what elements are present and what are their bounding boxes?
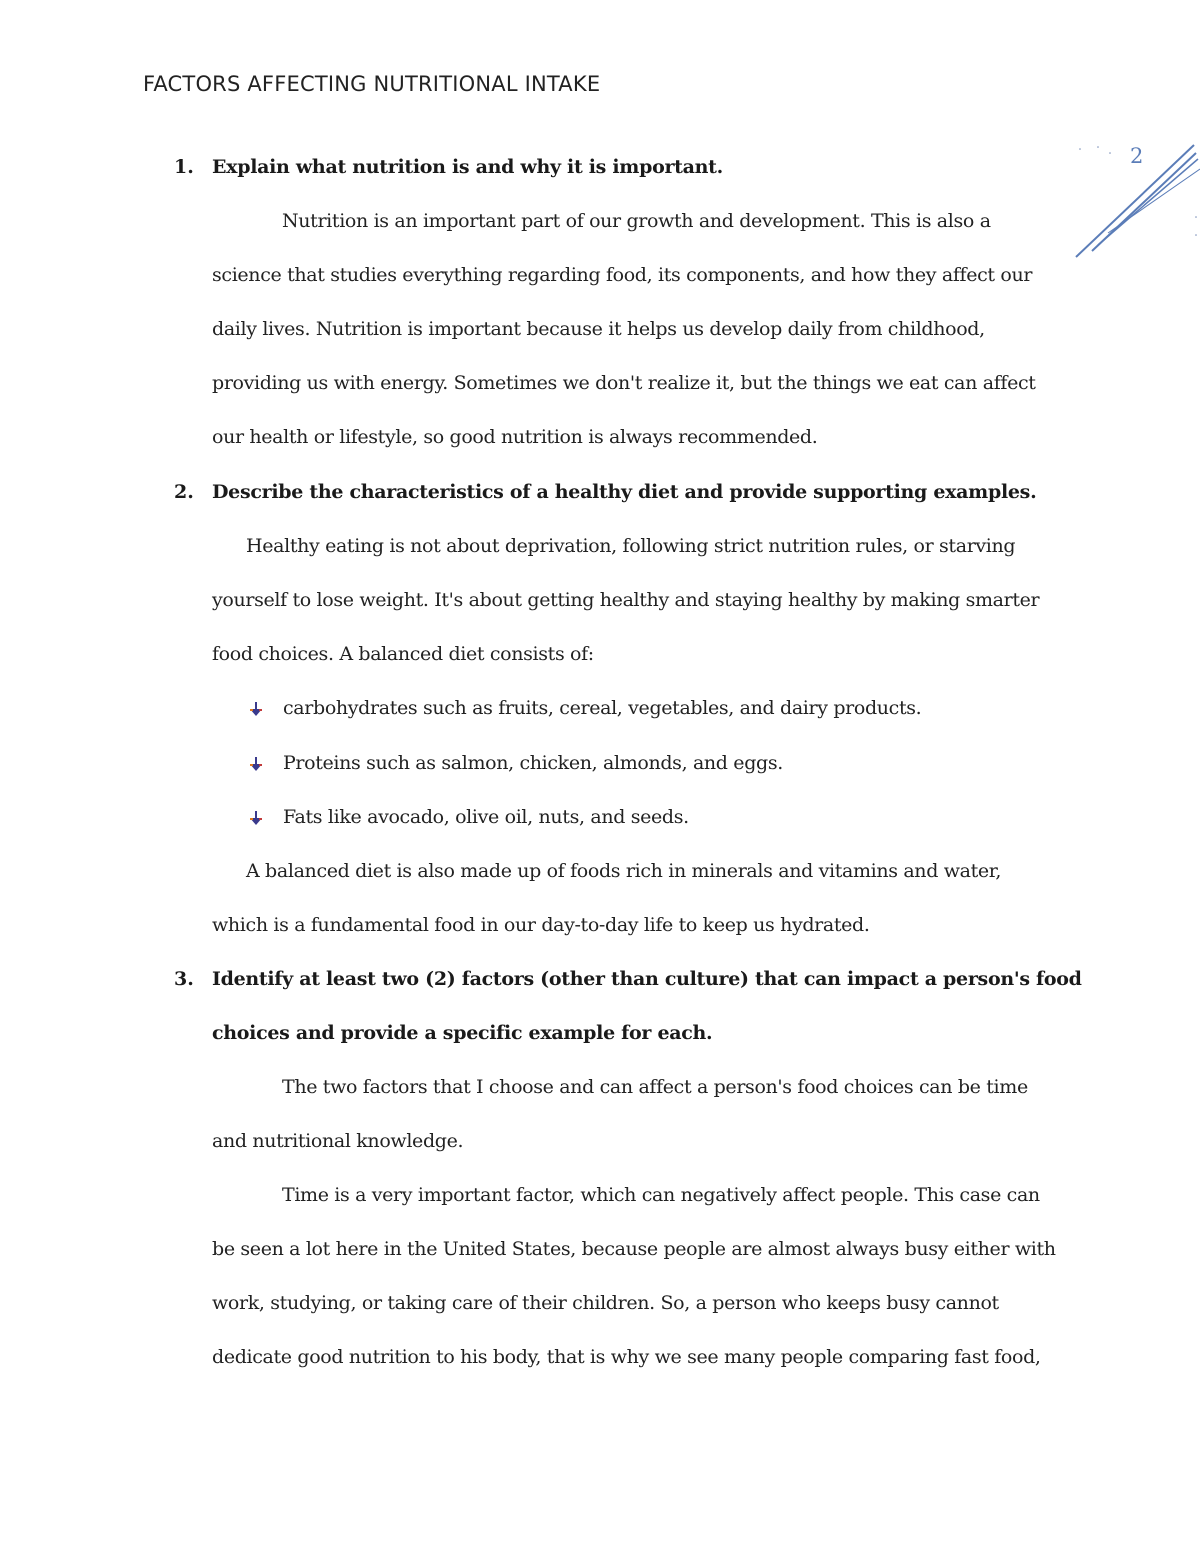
paragraph-line: Nutrition is an important part of our growth and development. This is also a	[282, 210, 991, 232]
paragraph-line: Time is a very important factor, which can negatively affect people. This case can	[282, 1184, 1040, 1206]
question-3-heading-line: choices and provide a specific example for each.	[212, 1022, 713, 1044]
paragraph-line: work, studying, or taking care of their children. So, a person who keeps busy cannot	[212, 1292, 999, 1314]
paragraph-line: be seen a lot here in the United States, because people are almost always busy either with	[212, 1238, 1056, 1260]
paragraph-line: which is a fundamental food in our day-to-day life to keep us hydrated.	[212, 914, 870, 936]
question-2-heading: Describe the characteristics of a healthy diet and provide supporting examples.	[212, 481, 1037, 503]
paragraph-line: dedicate good nutrition to his body, that is why we see many people comparing fast food,	[212, 1346, 1041, 1368]
paragraph-line: and nutritional knowledge.	[212, 1130, 464, 1152]
arrow-down-bullet-icon	[248, 756, 264, 772]
question-number-2: 2.	[174, 481, 194, 503]
arrow-down-bullet-icon	[248, 810, 264, 826]
paragraph-line: food choices. A balanced diet consists of:	[212, 643, 594, 665]
bullet-item: Proteins such as salmon, chicken, almonds, and eggs.	[283, 752, 783, 774]
paragraph-line: yourself to lose weight. It's about getting healthy and staying healthy by making smarter	[212, 589, 1040, 611]
arrow-down-bullet-icon	[248, 701, 264, 717]
document-header-title: FACTORS AFFECTING NUTRITIONAL INTAKE	[143, 72, 601, 96]
bullet-item: Fats like avocado, olive oil, nuts, and seeds.	[283, 806, 689, 828]
question-1-heading: Explain what nutrition is and why it is important.	[212, 156, 723, 178]
bullet-item: carbohydrates such as fruits, cereal, vegetables, and dairy products.	[283, 697, 922, 719]
paragraph-line: Healthy eating is not about deprivation, following strict nutrition rules, or starving	[246, 535, 1016, 557]
paragraph-line: daily lives. Nutrition is important because it helps us develop daily from childhood,	[212, 318, 985, 340]
question-3-heading-line: Identify at least two (2) factors (other than culture) that can impact a person's food	[212, 968, 1082, 990]
question-number-3: 3.	[174, 968, 194, 990]
page-number: 2	[1130, 144, 1144, 168]
paragraph-line: science that studies everything regarding food, its components, and how they affect our	[212, 264, 1033, 286]
paragraph-line: our health or lifestyle, so good nutrition is always recommended.	[212, 426, 818, 448]
paragraph-line: A balanced diet is also made up of foods rich in minerals and vitamins and water,	[246, 860, 1002, 882]
paragraph-line: providing us with energy. Sometimes we don't realize it, but the things we eat can affect	[212, 372, 1036, 394]
question-number-1: 1.	[174, 156, 194, 178]
paragraph-line: The two factors that I choose and can affect a person's food choices can be time	[282, 1076, 1028, 1098]
